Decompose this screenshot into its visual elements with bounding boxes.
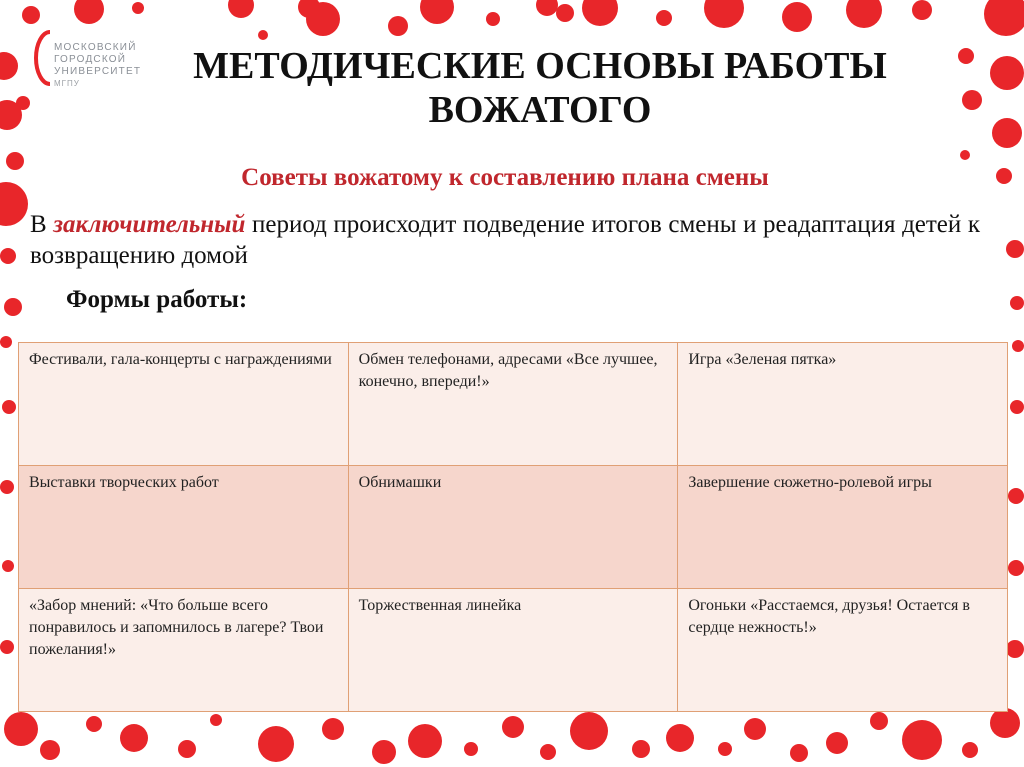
decor-dot bbox=[1008, 560, 1024, 576]
decor-dot bbox=[990, 56, 1024, 90]
decor-dot bbox=[2, 560, 14, 572]
decor-dot bbox=[540, 744, 556, 760]
intro-rest: период происходит подведение итогов смены и реадаптация детей к возвращению домой bbox=[30, 211, 980, 269]
decor-dot bbox=[502, 716, 524, 738]
decor-dot bbox=[1008, 488, 1024, 504]
forms-table bbox=[18, 342, 1008, 712]
decor-dot bbox=[372, 740, 396, 764]
section-subtitle: Советы вожатому к составлению плана смены bbox=[241, 164, 769, 191]
decor-dot bbox=[322, 718, 344, 740]
decor-dot bbox=[22, 6, 40, 24]
decor-dot bbox=[656, 10, 672, 26]
table-cell: Фестивали, гала-концерты с награждениями bbox=[19, 343, 349, 466]
decor-dot bbox=[582, 0, 618, 26]
logo-line-1: МОСКОВСКИЙ bbox=[54, 42, 137, 53]
decor-dot bbox=[0, 52, 18, 80]
decor-dot bbox=[420, 0, 454, 24]
decor-dot bbox=[210, 714, 222, 726]
decor-dot bbox=[570, 712, 608, 750]
table-cell: Завершение сюжетно-ролевой игры bbox=[678, 466, 1008, 589]
decor-dot bbox=[666, 724, 694, 752]
decor-dot bbox=[4, 712, 38, 746]
table-cell: «Забор мнений: «Что больше всего понравилось и запомнилось в лагере? Твои пожелания!» bbox=[19, 589, 349, 712]
decor-dot bbox=[846, 0, 882, 28]
table-row bbox=[19, 343, 1008, 466]
decor-dot bbox=[1006, 640, 1024, 658]
decor-dot bbox=[258, 726, 294, 762]
table-cell: Игра «Зеленая пятка» bbox=[678, 343, 1008, 466]
decor-dot bbox=[958, 48, 974, 64]
decor-dot bbox=[704, 0, 744, 28]
decor-dot bbox=[718, 742, 732, 756]
decor-dot bbox=[912, 0, 932, 20]
table-cell: Огоньки «Расстаемся, друзья! Остается в сердце нежность!» bbox=[678, 589, 1008, 712]
decor-dot bbox=[408, 724, 442, 758]
intro-paragraph bbox=[30, 209, 980, 271]
decor-dot bbox=[1006, 240, 1024, 258]
decor-dot bbox=[486, 12, 500, 26]
table-row bbox=[19, 589, 1008, 712]
table-row bbox=[19, 466, 1008, 589]
decor-dot bbox=[782, 2, 812, 32]
decor-dot bbox=[0, 336, 12, 348]
decor-dot bbox=[464, 742, 478, 756]
decor-dot bbox=[990, 708, 1020, 738]
decor-dot bbox=[790, 744, 808, 762]
decor-dot bbox=[120, 724, 148, 752]
decor-dot bbox=[178, 740, 196, 758]
decor-dot bbox=[0, 480, 14, 494]
decor-dot bbox=[902, 720, 942, 760]
decor-dot bbox=[2, 400, 16, 414]
intro-prefix: В bbox=[30, 211, 54, 238]
decor-dot bbox=[228, 0, 254, 18]
decor-dot bbox=[1012, 340, 1024, 352]
table-cell: Торжественная линейка bbox=[348, 589, 678, 712]
decor-dot bbox=[0, 248, 16, 264]
decor-dot bbox=[388, 16, 408, 36]
page-title: МЕТОДИЧЕСКИЕ ОСНОВЫ РАБОТЫ ВОЖАТОГО bbox=[193, 45, 887, 131]
decor-dot bbox=[870, 712, 888, 730]
decor-dot bbox=[826, 732, 848, 754]
decor-dot bbox=[74, 0, 104, 24]
logo-line-2: ГОРОДСКОЙ bbox=[54, 54, 127, 65]
table-cell: Выставки творческих работ bbox=[19, 466, 349, 589]
table-cell: Обмен телефонами, адресами «Все лучшее, конечно, впереди!» bbox=[348, 343, 678, 466]
decor-dot bbox=[4, 298, 22, 316]
logo-line-4: МГПУ bbox=[54, 79, 80, 88]
logo-arc-icon bbox=[34, 28, 54, 88]
decor-dot bbox=[962, 742, 978, 758]
logo-text bbox=[54, 42, 141, 90]
decor-dot bbox=[1010, 400, 1024, 414]
decor-dot bbox=[0, 640, 14, 654]
decor-dot bbox=[306, 2, 340, 36]
decor-dot bbox=[984, 0, 1024, 36]
table-cell: Обнимашки bbox=[348, 466, 678, 589]
university-logo bbox=[34, 28, 154, 98]
decor-dot bbox=[86, 716, 102, 732]
decor-dot bbox=[536, 0, 558, 16]
decor-dot bbox=[40, 740, 60, 760]
decor-dot bbox=[960, 150, 970, 160]
decor-dot bbox=[1010, 296, 1024, 310]
decor-dot bbox=[744, 718, 766, 740]
decor-dot bbox=[962, 90, 982, 110]
decor-dot bbox=[632, 740, 650, 758]
decor-dot bbox=[556, 4, 574, 22]
decor-dot bbox=[992, 118, 1022, 148]
decor-dot bbox=[132, 2, 144, 14]
logo-line-3: УНИВЕРСИТЕТ bbox=[54, 66, 142, 77]
forms-label: Формы работы: bbox=[66, 286, 248, 313]
intro-accent: заключительный bbox=[53, 211, 246, 238]
decor-dot bbox=[258, 30, 268, 40]
